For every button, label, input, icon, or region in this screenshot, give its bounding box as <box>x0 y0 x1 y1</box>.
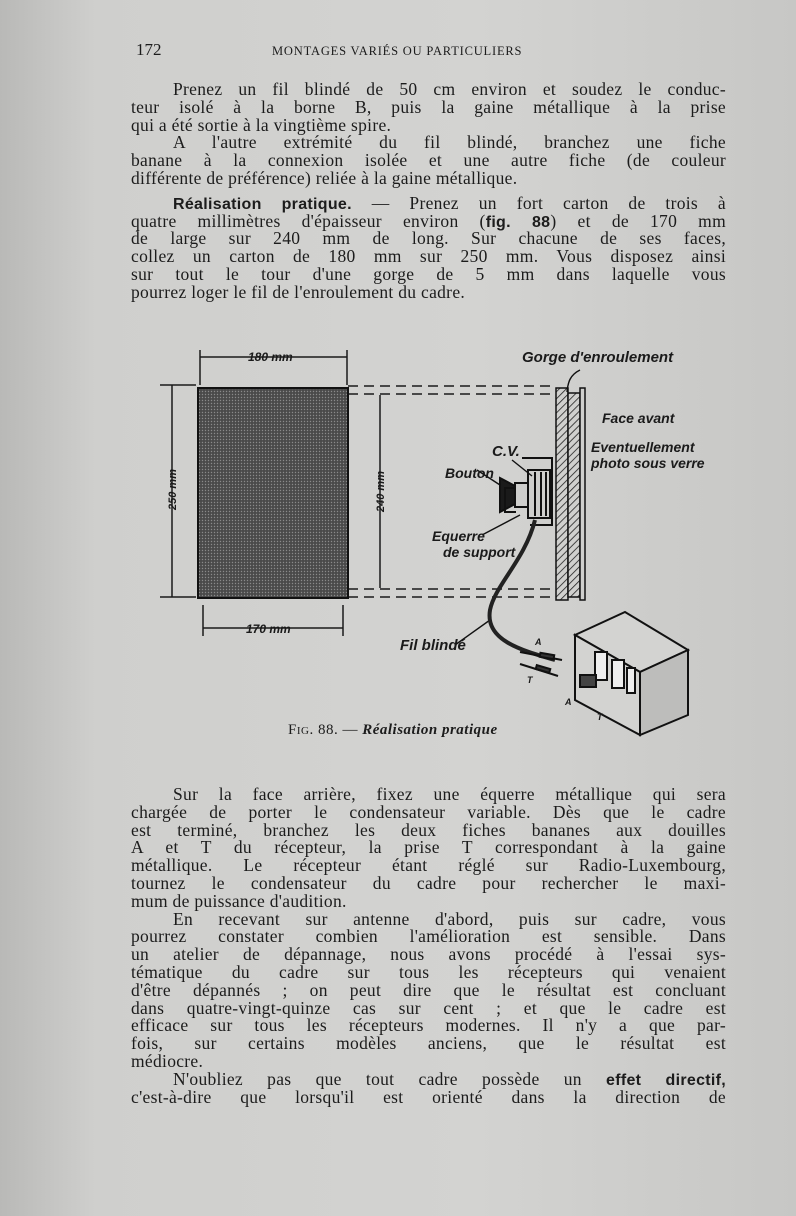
text-run: c'est-à-dire que lorsqu'il est orienté dans la direction de <box>131 1086 726 1107</box>
text-run: A et T du récepteur, la prise T correspondant à la gaine <box>131 837 726 858</box>
shielded-cable <box>490 520 555 660</box>
text-run: pourrez constater combien l'amélioration est sensible. Dans <box>131 926 726 947</box>
label-socket-t: T <box>597 712 603 722</box>
label-plug-a: A <box>535 637 542 647</box>
bottom-text-block <box>131 786 726 1106</box>
text-run: — Prenez un fort carton de trois à <box>351 192 726 213</box>
label-240mm: 240 mm <box>375 471 387 512</box>
frame-front-view <box>198 388 348 598</box>
text-run: d'être dépannés ; on peut dire que le résultat est concluant <box>131 979 726 1000</box>
label-fil-blinde: Fil blindé <box>400 637 466 654</box>
text-run: banane à la connexion isolée et une autre fiche (de couleur <box>131 150 726 171</box>
label-de-support: de support <box>443 544 516 560</box>
text-run: qui a été sortie à la vingtième spire. <box>131 114 392 135</box>
label-bouton: Bouton <box>445 465 494 481</box>
caption-separator: — <box>338 722 363 738</box>
text-line <box>131 1086 726 1107</box>
text-run: est terminé, branchez les deux fiches bananes aux douilles <box>131 819 726 840</box>
label-equerre: Equerre <box>432 528 485 544</box>
text-run: un atelier de dépannage, nous avons procédé à l'essai sys- <box>131 944 726 965</box>
label-gorge: Gorge d'enroulement <box>522 349 674 366</box>
running-title: MONTAGES VARIÉS OU PARTICULIERS <box>272 44 523 58</box>
label-180mm: 180 mm <box>248 350 293 364</box>
text-run: Prenez un fil blindé de 50 cm environ et soudez le conduc- <box>173 79 726 99</box>
text-run: A l'autre extrémité du fil blindé, branchez une fiche <box>173 132 726 153</box>
bold-term: Réalisation pratique. <box>173 195 352 213</box>
variable-capacitor <box>500 458 552 525</box>
label-face-avant: Face avant <box>602 410 675 426</box>
bold-term: fig. 88 <box>485 213 551 231</box>
label-cv: C.V. <box>492 443 520 460</box>
text-run: différente de préférence) reliée à la gaine métallique. <box>131 167 518 188</box>
text-run: quatre millimètres d'épaisseur environ ( <box>131 210 486 231</box>
caption-title: Réalisation pratique <box>362 722 498 738</box>
bold-term: effet directif, <box>606 1071 727 1089</box>
text-run: métallique. Le récepteur étant réglé sur Radio-Luxembourg, <box>131 855 726 876</box>
banana-plugs <box>520 652 562 676</box>
text-run: mum de puissance d'audition. <box>131 890 347 911</box>
label-plug-t: T <box>527 675 533 685</box>
page-number: 172 <box>136 40 162 59</box>
text-run: tournez le condensateur du cadre pour rechercher le maxi- <box>131 872 726 893</box>
text-run: de large sur 240 mm de long. Sur chacune de ses faces, <box>131 228 726 249</box>
caption-figure-number: Fig. 88. <box>288 722 339 738</box>
text-run: chargée de porter le condensateur variable. Dès que le cadre <box>131 801 726 822</box>
label-socket-a: A <box>565 697 572 707</box>
text-run: ) et de 170 mm <box>550 210 726 231</box>
text-run: dans quatre-vingt-quinze cas sur cent ; et que le cadre est <box>131 997 726 1018</box>
text-run: efficace sur tous les récepteurs modernes. Il n'y a que par- <box>131 1015 726 1036</box>
text-run: sur tout le tour d'une gorge de 5 mm dans laquelle vous <box>131 263 726 284</box>
text-run: collez un carton de 180 mm sur 250 mm. Vous disposez ainsi <box>131 246 726 267</box>
text-run: médiocre. <box>131 1050 204 1071</box>
label-250mm: 250 mm <box>167 469 179 510</box>
text-run: teur isolé à la borne B, puis la gaine métallique à la prise <box>131 96 726 117</box>
text-line <box>131 1035 726 1053</box>
text-line-content <box>131 1033 726 1053</box>
text-line-content <box>131 1087 726 1107</box>
text-run: En recevant sur antenne d'abord, puis sur cadre, vous <box>173 908 726 929</box>
text-run: pourrez loger le fil de l'enroulement du cadre. <box>131 281 466 302</box>
label-170mm: 170 mm <box>246 622 291 636</box>
receiver-box <box>575 612 688 735</box>
label-photo: photo sous verre <box>591 455 705 471</box>
text-run: N'oubliez pas que tout cadre possède un <box>173 1068 606 1089</box>
frame-side-view <box>556 388 585 600</box>
text-run: Sur la face arrière, fixez une équerre métallique qui sera <box>173 784 726 804</box>
text-run: fois, sur certains modèles anciens, que le résultat est <box>131 1033 726 1054</box>
figure-caption <box>288 722 498 739</box>
label-eventuellement: Eventuellement <box>591 439 695 455</box>
text-run: tématique du cadre sur tous les récepteurs qui venaient <box>131 961 726 982</box>
